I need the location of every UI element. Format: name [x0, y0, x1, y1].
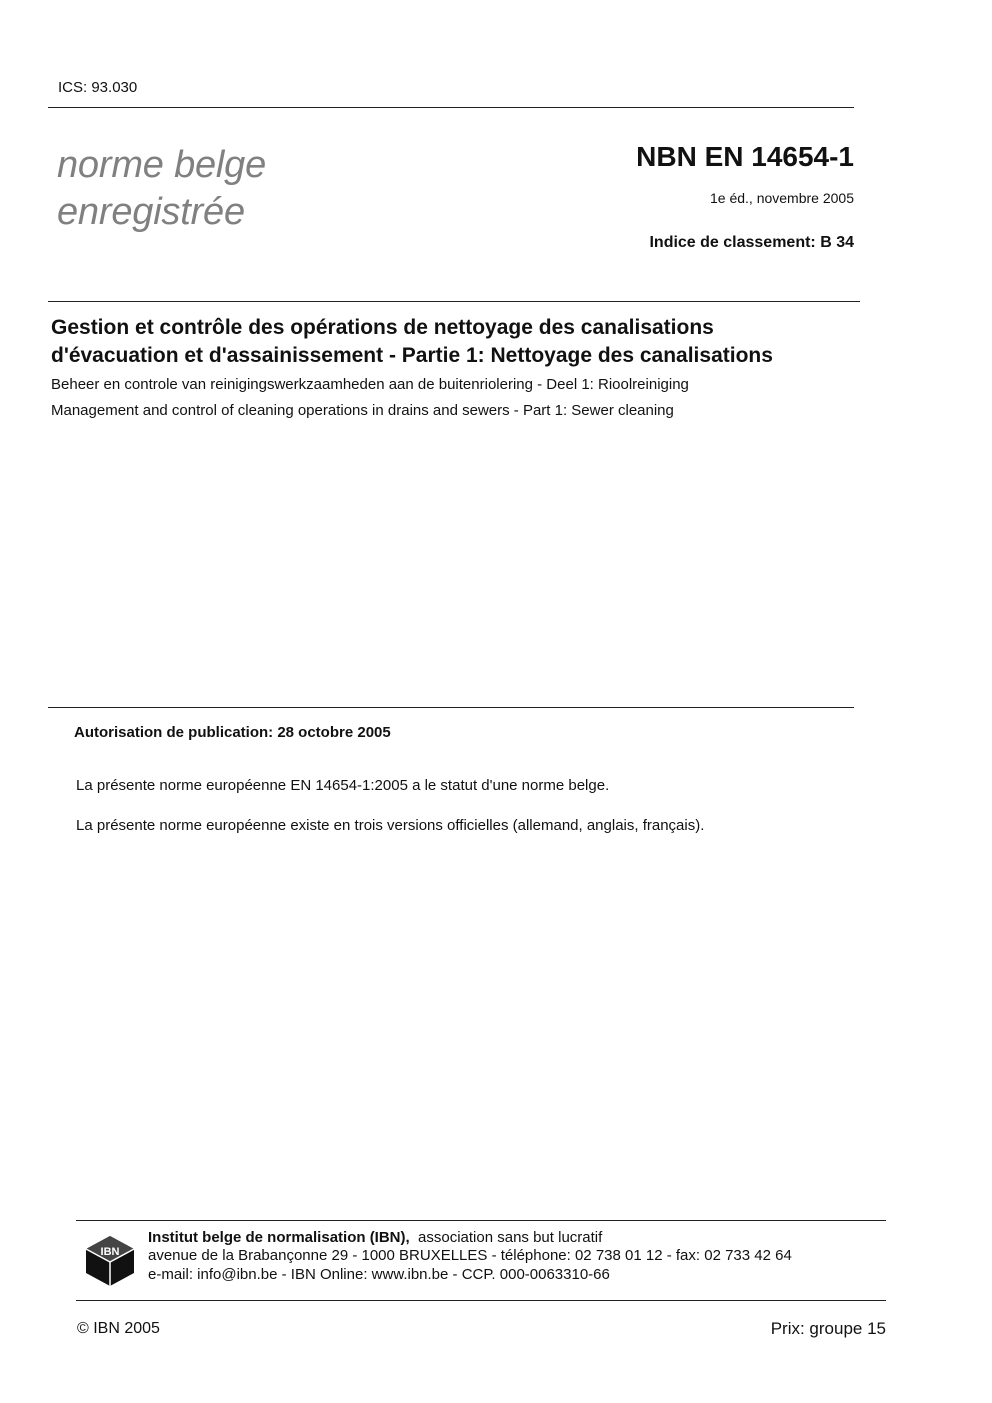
standard-number: NBN EN 14654-1: [636, 141, 854, 172]
footer-top-rule: [76, 1220, 886, 1221]
title-english: Management and control of cleaning operations in drains and sewers - Part 1: Sewer cleaning: [51, 402, 674, 419]
body-rule: [48, 707, 854, 708]
institute-description: association sans but lucratif: [418, 1229, 603, 1246]
title-dutch: Beheer en controle van reinigingswerkzaamheden aan de buitenriolering - Deel 1: Rioolreiniging: [51, 376, 689, 393]
price-group: Prix: groupe 15: [770, 1319, 886, 1338]
title-french-line-1: Gestion et contrôle des opérations de nettoyage des canalisations: [51, 316, 714, 339]
ibn-logo-text: IBN: [100, 1246, 120, 1258]
institute-contact: e-mail: info@ibn.be - IBN Online: www.ibn.be - CCP. 000-0063310-66: [148, 1266, 610, 1283]
copyright: © IBN 2005: [77, 1320, 160, 1337]
brand-line-1: norme belge: [57, 144, 267, 186]
institute-line: [148, 1229, 602, 1246]
footer-bottom-rule: [76, 1300, 886, 1301]
brand-line-2: enregistrée: [57, 191, 245, 233]
institute-address: avenue de la Brabançonne 29 - 1000 BRUXELLES - téléphone: 02 738 01 12 - fax: 02 733 42 64: [148, 1247, 792, 1264]
header-rule: [48, 107, 854, 108]
edition-date: 1e éd., novembre 2005: [710, 190, 854, 206]
status-paragraph: La présente norme européenne EN 14654-1:2005 a le statut d'une norme belge.: [76, 777, 610, 794]
ibn-logo-icon: [85, 1235, 135, 1287]
title-french: [51, 314, 881, 370]
ics-code: ICS: 93.030: [58, 79, 138, 96]
classification-index: Indice de classement: B 34: [649, 234, 854, 251]
title-rule: [48, 301, 860, 302]
title-french-line-2: d'évacuation et d'assainissement - Partie 1: Nettoyage des canalisations: [51, 344, 773, 367]
brand-title: [57, 142, 266, 236]
versions-paragraph: La présente norme européenne existe en trois versions officielles (allemand, anglais, français).: [76, 817, 705, 834]
institute-name: Institut belge de normalisation (IBN),: [148, 1229, 410, 1246]
publication-authorisation: Autorisation de publication: 28 octobre 2005: [74, 724, 391, 741]
